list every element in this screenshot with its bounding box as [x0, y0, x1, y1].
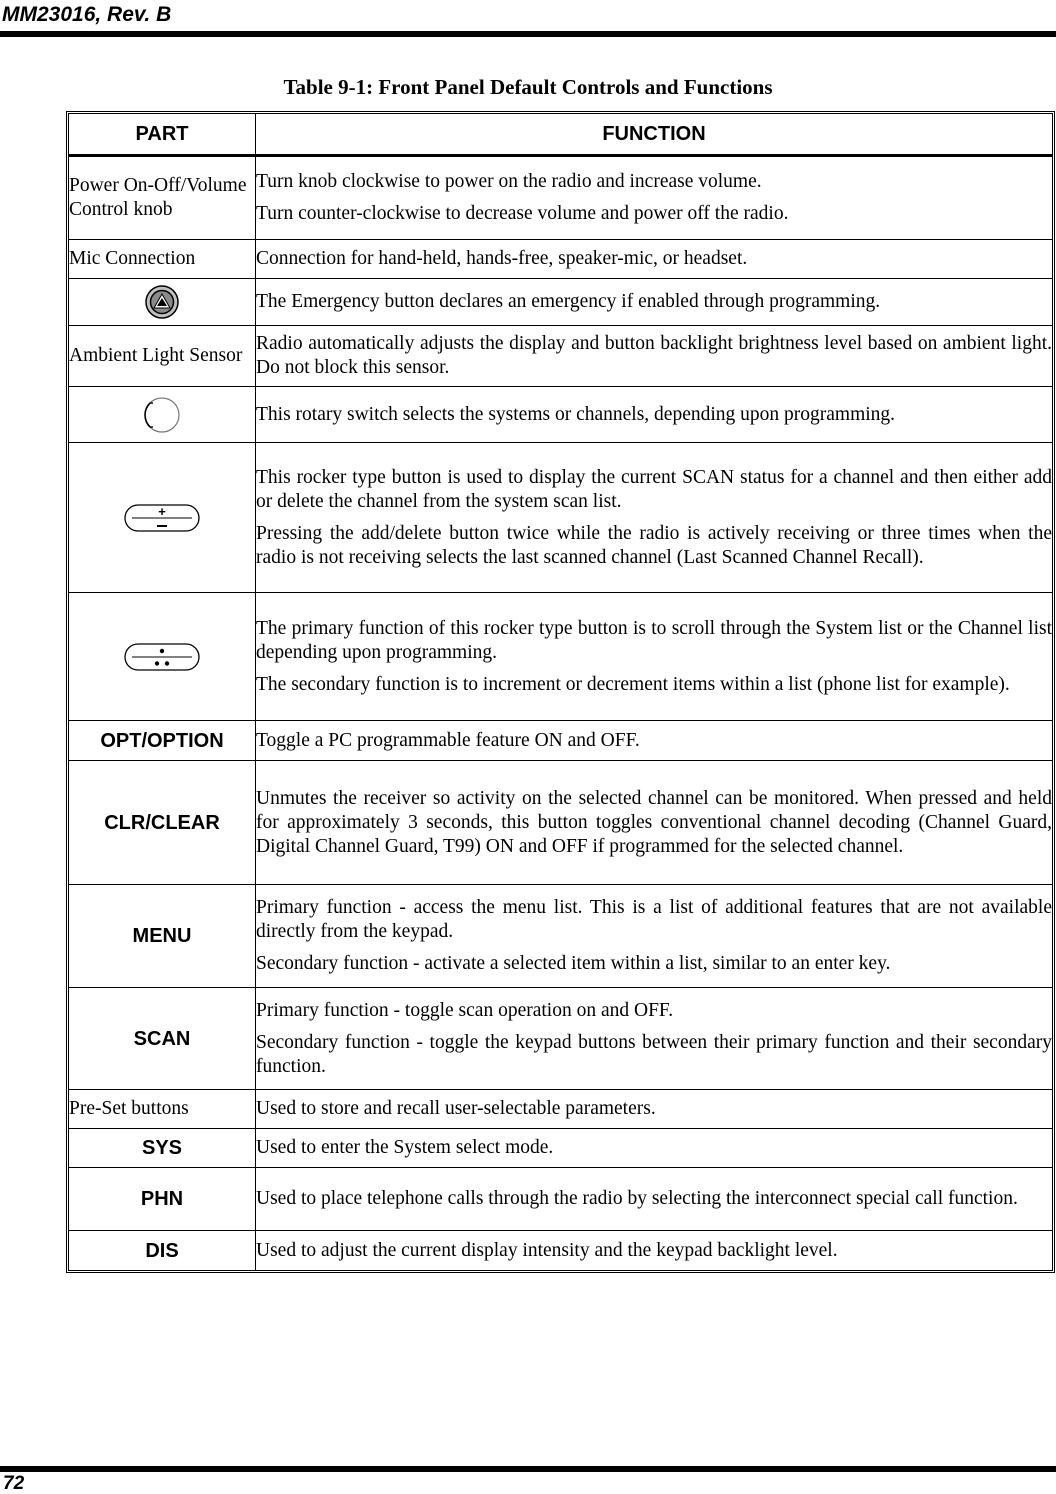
- function-text: Unmutes the receiver so activity on the selected channel can be monitored. When pressed and held for approximately 3 seconds, this button toggles conventional channel decoding (Channel Guard, Digital Channel Guard, T99) ON and OFF if programmed for the selected channel.: [256, 787, 1052, 857]
- function-cell: [256, 988, 1052, 1090]
- table-row: [69, 1231, 1052, 1270]
- function-cell: [256, 1231, 1052, 1270]
- function-text: Used to enter the System select mode.: [256, 1137, 554, 1158]
- function-text: Used to place telephone calls through the radio by selecting the interconnect special call function.: [256, 1188, 1018, 1209]
- function-text: The secondary function is to increment or decrement items within a list (phone list for example).: [256, 673, 1010, 695]
- function-text: This rotary switch selects the systems or channels, depending upon programming.: [256, 403, 896, 425]
- function-text: Toggle a PC programmable feature ON and OFF.: [256, 729, 640, 751]
- part-cell: CLR/CLEAR: [69, 761, 256, 885]
- function-cell: [256, 443, 1052, 593]
- table-row: [69, 885, 1052, 988]
- function-text: Secondary function - toggle the keypad buttons between their primary function and their secondary function.: [256, 1031, 1052, 1077]
- function-text: The Emergency button declares an emergency if enabled through programming.: [256, 291, 881, 312]
- part-cell: Mic Connection: [69, 240, 256, 279]
- table-row: [69, 721, 1052, 761]
- dot-rocker-icon: [122, 640, 202, 674]
- function-text: Connection for hand-held, hands-free, speaker-mic, or headset.: [256, 248, 748, 269]
- function-cell: [256, 1090, 1052, 1129]
- column-header-part: PART: [69, 114, 256, 157]
- part-cell: [69, 443, 256, 593]
- column-header-function: FUNCTION: [256, 114, 1052, 157]
- table-header-row: [69, 114, 1052, 157]
- function-cell: [256, 761, 1052, 885]
- table-row: [69, 593, 1052, 721]
- part-cell: [69, 279, 256, 326]
- function-text: Turn counter-clockwise to decrease volume and power off the radio.: [256, 203, 789, 224]
- part-cell: [69, 593, 256, 721]
- function-cell: [256, 387, 1052, 443]
- table-row: [69, 443, 1052, 593]
- function-text: The primary function of this rocker type button is to scroll through the System list or the Channel list depending upon programming.: [256, 617, 1052, 663]
- table-row: [69, 988, 1052, 1090]
- rotary-switch-icon: [142, 395, 182, 435]
- table-row: [69, 240, 1052, 279]
- function-text: Radio automatically adjusts the display and button backlight brightness level based on ambient light. Do not block this sensor.: [256, 333, 1052, 378]
- function-cell: [256, 157, 1052, 240]
- part-cell: PHN: [69, 1168, 256, 1231]
- table-row: [69, 1168, 1052, 1231]
- function-cell: [256, 279, 1052, 326]
- function-text: Pressing the add/delete button twice while the radio is actively receiving or three times when the radio is not receiving selects the last scanned channel (Last Scanned Channel Recall).: [256, 522, 1052, 568]
- part-cell: Ambient Light Sensor: [69, 326, 256, 387]
- function-cell: [256, 885, 1052, 988]
- part-cell: Power On-Off/Volume Control knob: [69, 157, 256, 240]
- table-row: [69, 279, 1052, 326]
- function-cell: [256, 593, 1052, 721]
- function-cell: [256, 326, 1052, 387]
- function-text: Turn knob clockwise to power on the radio and increase volume.: [256, 171, 762, 192]
- table-row: [69, 157, 1052, 240]
- part-cell: SYS: [69, 1129, 256, 1168]
- function-text: Used to store and recall user-selectable parameters.: [256, 1098, 656, 1119]
- function-text: Used to adjust the current display intensity and the keypad backlight level.: [256, 1239, 838, 1261]
- function-text: Secondary function - activate a selected item within a list, similar to an enter key.: [256, 953, 891, 974]
- document-id: MM23016, Rev. B: [2, 3, 172, 26]
- function-cell: [256, 721, 1052, 761]
- function-text: This rocker type button is used to display the current SCAN status for a channel and then either add or delete the channel from the system scan list.: [256, 466, 1052, 512]
- function-text: Primary function - toggle scan operation on and OFF.: [256, 999, 674, 1021]
- part-cell: SCAN: [69, 988, 256, 1090]
- page-number: 72: [3, 1473, 25, 1494]
- controls-table: [66, 111, 1055, 1273]
- table-row: [69, 1090, 1052, 1129]
- emergency-button-icon: [142, 284, 182, 320]
- table-row: [69, 761, 1052, 885]
- plus-minus-rocker-icon: [122, 501, 202, 535]
- table-row: [69, 326, 1052, 387]
- table-row: [69, 387, 1052, 443]
- header-rule: [0, 31, 1056, 37]
- footer-rule: [0, 1466, 1056, 1472]
- table-row: [69, 1129, 1052, 1168]
- part-cell: MENU: [69, 885, 256, 988]
- table-title: Table 9-1: Front Panel Default Controls and Functions: [283, 75, 773, 99]
- function-cell: [256, 240, 1052, 279]
- part-cell: Pre-Set buttons: [69, 1090, 256, 1129]
- function-text: Primary function - access the menu list. This is a list of additional features that are not available directly from the keypad.: [256, 897, 1052, 942]
- part-cell: OPT/OPTION: [69, 721, 256, 761]
- svg-text:+: +: [158, 503, 166, 519]
- function-cell: [256, 1168, 1052, 1231]
- part-cell: DIS: [69, 1231, 256, 1270]
- function-cell: [256, 1129, 1052, 1168]
- part-cell: [69, 387, 256, 443]
